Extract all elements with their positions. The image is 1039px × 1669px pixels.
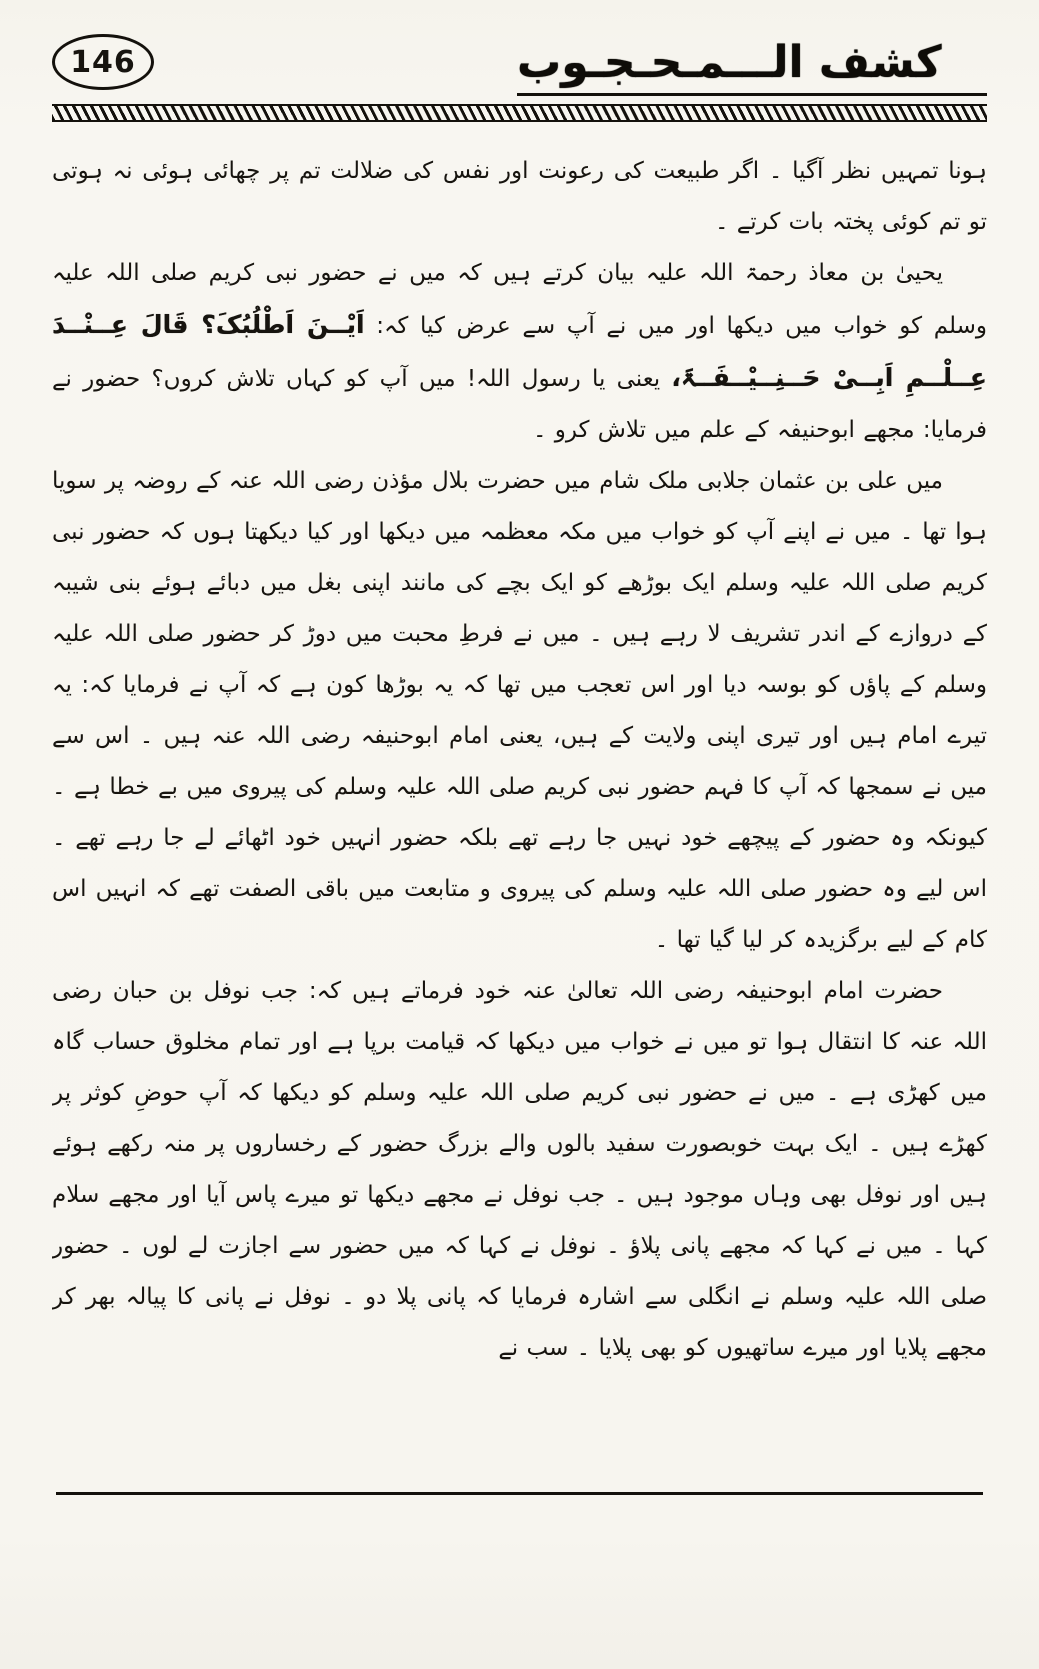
urdu-text: یعنی یا رسول اللہ! میں آپ کو کہاں تلاش کروں؟ حضور نے فرمایا: مجھے ابوحنیفہ کے علم میں تلاش کرو ۔ xyxy=(52,366,987,443)
book-title-wrap xyxy=(517,36,987,96)
book-title: کشف الـــمـحـجـوب xyxy=(517,36,942,88)
decorative-hatched-rule xyxy=(52,104,987,122)
bottom-rule xyxy=(56,1492,983,1495)
paragraph xyxy=(52,966,987,1374)
paragraph xyxy=(52,456,987,966)
urdu-text: یحییٰ بن معاذ رحمۃ اللہ علیہ بیان کرتے ہیں کہ میں نے حضور نبی کریم صلی اللہ علیہ وسلم کو خواب میں دیکھا اور میں نے آپ سے عرض کیا کہ: xyxy=(52,260,987,339)
page-number: 146 xyxy=(70,44,136,80)
page-body xyxy=(52,146,987,1374)
urdu-text: میں علی بن عثمان جلابی ملک شام میں حضرت بلال مؤذن رضی اللہ عنہ کے روضہ پر سویا ہوا تھا ۔ میں نے اپنے آپ کو خواب میں مکہ معظمہ میں دیکھا اور کیا دیکھتا ہوں کہ حضور نبی کریم صلی اللہ علیہ وسلم ایک بوڑھے کو ایک بچے کی مانند اپنی بغل میں دبائے ہوئے بنی شیبہ کے دروازے کے اندر تشریف لا رہے ہیں ۔ میں نے فرطِ محبت میں دوڑ کر حضور صلی اللہ علیہ وسلم کے پاؤں کو بوسہ دیا اور اس تعجب میں تھا کہ یہ بوڑھا کون ہے کہ آپ نے فرمایا کہ: یہ تیرے امام ہیں اور تیری اپنی ولایت کے ہیں، یعنی امام ابوحنیفہ رضی اللہ عنہ ہیں ۔ اس سے میں نے سمجھا کہ آپ کا فہم حضور نبی کریم صلی اللہ علیہ وسلم کی پیروی میں بے خطا ہے ۔ کیونکہ وہ حضور کے پیچھے خود نہیں جا رہے تھے بلکہ حضور انہیں خود اٹھائے لے جا رہے تھے ۔ اس لیے وہ حضور صلی اللہ علیہ وسلم کی پیروی و متابعت میں باقی الصفت تھے کہ انہیں اس کام کے لیے برگزیدہ کر لیا گیا تھا ۔ xyxy=(52,468,987,953)
urdu-text: حضرت امام ابوحنیفہ رضی اللہ تعالیٰ عنہ خود فرماتے ہیں کہ: جب نوفل بن حبان رضی اللہ عنہ کا انتقال ہوا تو میں نے خواب میں دیکھا کہ قیامت برپا ہے اور تمام مخلوق حساب گاہ میں کھڑی ہے ۔ میں نے حضور نبی کریم صلی اللہ علیہ وسلم کو دیکھا کہ آپ حوضِ کوثر پر کھڑے ہیں ۔ ایک بہت خوبصورت سفید بالوں والے بزرگ حضور کے رخساروں پر منہ رکھے ہوئے ہیں اور نوفل بھی وہاں موجود ہیں ۔ جب نوفل نے مجھے دیکھا تو میرے پاس آیا اور مجھے سلام کہا ۔ میں نے کہا کہ مجھے پانی پلاؤ ۔ نوفل نے کہا کہ میں حضور سے اجازت لے لوں ۔ حضور صلی اللہ علیہ وسلم نے انگلی سے اشارہ فرمایا کہ پانی پلا دو ۔ نوفل نے پانی کا پیالہ بھر کر مجھے پلایا اور میرے ساتھیوں کو بھی پلایا ۔ سب نے xyxy=(52,978,987,1361)
urdu-text: ہونا تمہیں نظر آگیا ۔ اگر طبیعت کی رعونت اور نفس کی ضلالت تم پر چھائی ہوئی نہ ہوتی تو تم کوئی پختہ بات کرتے ۔ xyxy=(52,158,987,235)
arabic-quote: اَیْــنَ اَطْلُبُکَ؟ قَالَ عِــنْــدَ عِــلْــمِ اَبِــیْ حَــنِــیْــفَــۃَ، xyxy=(52,310,987,392)
paragraph xyxy=(52,146,987,248)
page-number-badge xyxy=(52,34,154,90)
page-header xyxy=(0,0,1039,96)
paragraph xyxy=(52,248,987,456)
